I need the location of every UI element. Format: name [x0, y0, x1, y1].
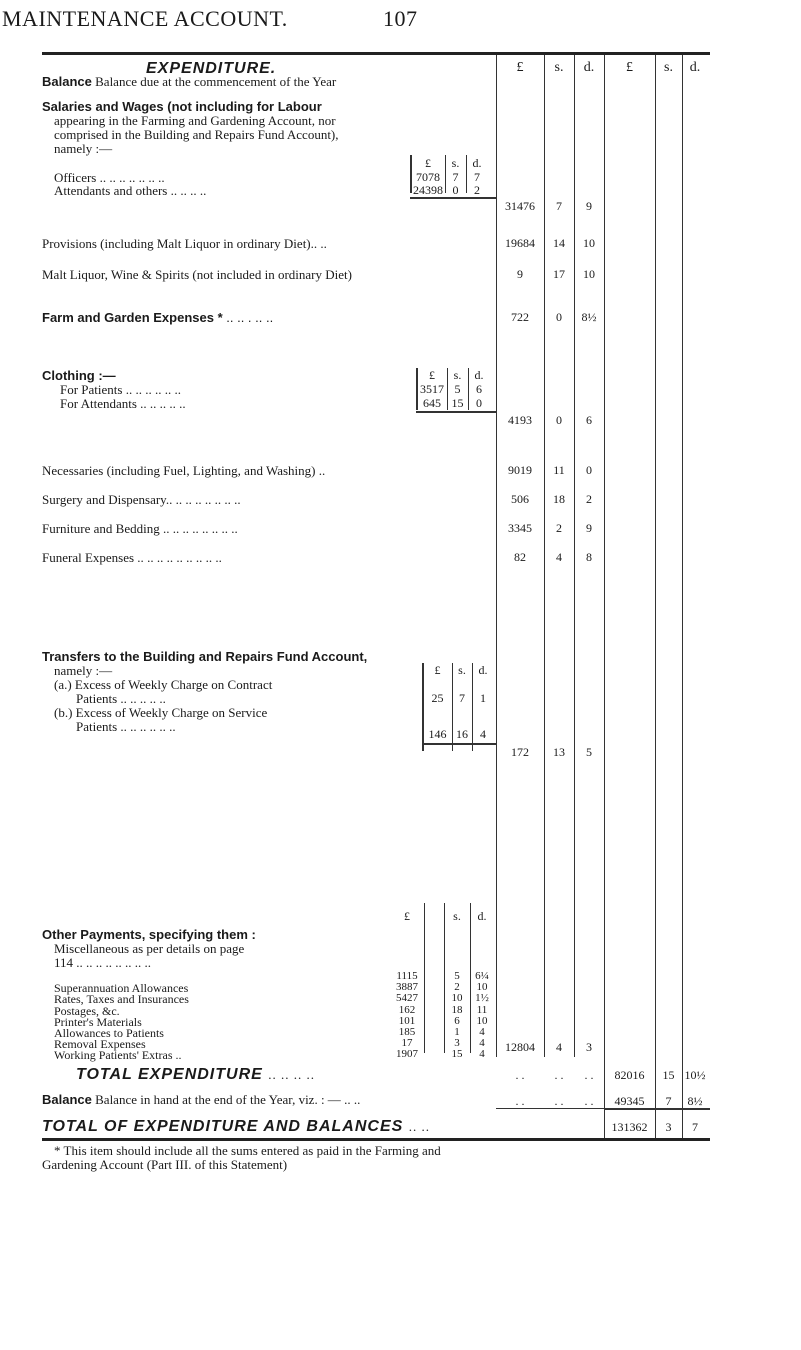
- sub-header-pounds: £: [425, 156, 431, 170]
- farm-pence: 8½: [581, 310, 597, 324]
- transfers-a-pence: 1: [480, 691, 486, 705]
- bottom-rule: [42, 1138, 710, 1141]
- other-row-pounds: 3887: [396, 981, 418, 993]
- officers-pounds: 7078: [416, 170, 440, 184]
- col-rule: [682, 1105, 683, 1138]
- clothing-attendants-shillings: 15: [451, 396, 464, 410]
- furniture-shillings: 2: [556, 521, 562, 535]
- other-row-shillings: 6: [454, 1015, 460, 1027]
- sub-header-pence: d.: [472, 156, 482, 170]
- furniture-pounds: 3345: [508, 521, 532, 535]
- transfers-b-shillings: 16: [456, 727, 468, 741]
- farm-label: Farm and Garden Expenses * .. .. . .. ..: [42, 310, 274, 325]
- other-row-pence: 10: [476, 981, 488, 993]
- clothing-label: Clothing :—: [42, 368, 116, 383]
- funeral-label: Funeral Expenses .. .. .. .. .. .. .. .. ..: [42, 550, 222, 565]
- other-row-shillings: 5: [454, 970, 460, 982]
- other-misc-line2: 114 .. .. .. .. .. .. .. ..: [54, 955, 152, 970]
- other-row-pence: 6¼: [475, 970, 489, 982]
- provisions-pounds: 19684: [505, 236, 535, 250]
- malt-pence: 10: [583, 267, 595, 281]
- funeral-pounds: 82: [514, 550, 526, 564]
- necessaries-label: Necessaries (including Fuel, Lighting, and Washing) ..: [42, 463, 326, 478]
- funeral-pence: 8: [586, 550, 592, 564]
- sub-header-shillings: s.: [451, 156, 460, 170]
- other-sub-header-pence: d.: [477, 909, 487, 923]
- sub-total-rule: [416, 411, 496, 413]
- page-number: 107: [383, 6, 418, 31]
- salaries-line1: Salaries and Wages (not including for Labour: [42, 99, 322, 114]
- clothing-patients-pounds: 3517: [420, 382, 444, 396]
- officers-shillings: 7: [452, 170, 459, 184]
- section-title: EXPENDITURE.: [146, 60, 277, 77]
- other-row-pence: 4: [479, 1037, 485, 1049]
- transfers-b-pounds: 146: [428, 727, 447, 741]
- other-row-shillings: 10: [451, 992, 463, 1004]
- other-row-label: Working Patients' Extras ..: [54, 1048, 182, 1062]
- other-row-shillings: 1: [454, 1026, 460, 1038]
- necessaries-pounds: 9019: [508, 463, 532, 477]
- transfers-a-line2: Patients .. .. .. .. ..: [76, 691, 166, 706]
- other-row-shillings: 2: [454, 981, 460, 993]
- attendants-label: Attendants and others .. .. .. ..: [54, 183, 207, 198]
- officers-label: Officers .. .. .. .. .. .. ..: [54, 170, 165, 185]
- other-total-shillings: 4: [556, 1040, 562, 1054]
- necessaries-shillings: 11: [553, 463, 565, 477]
- clothing-attendants-label: For Attendants .. .. .. .. ..: [60, 396, 186, 411]
- grand-total-pounds: 131362: [611, 1120, 648, 1134]
- placeholder-dots: . .: [515, 1094, 525, 1108]
- top-rule: [42, 52, 710, 55]
- total-expenditure-label: TOTAL EXPENDITURE .. .. .. ..: [76, 1066, 315, 1083]
- placeholder-dots: . .: [584, 1068, 594, 1082]
- col-header-pounds: £: [516, 60, 524, 75]
- transfers-sub-header-pounds: £: [434, 663, 441, 677]
- transfers-line1: Transfers to the Building and Repairs Fund Account,: [42, 649, 368, 664]
- other-row-pounds: 101: [398, 1015, 416, 1027]
- grand-total-shillings: 3: [665, 1120, 672, 1134]
- clothing-patients-pence: 6: [476, 382, 482, 396]
- other-row-label: Superannuation Allowances: [54, 981, 189, 995]
- balance-end-pence: 8½: [687, 1094, 703, 1108]
- provisions-label: Provisions (including Malt Liquor in ordinary Diet).. ..: [42, 236, 327, 251]
- clothing-total-pence: 6: [586, 413, 592, 427]
- malt-pounds: 9: [517, 267, 523, 281]
- attendants-shillings: 0: [452, 183, 459, 197]
- surgery-pence: 2: [586, 492, 592, 506]
- transfers-total-pounds: 172: [511, 745, 529, 759]
- other-row-shillings: 18: [451, 1004, 463, 1016]
- other-row-pence: 4: [479, 1026, 485, 1038]
- other-row-label: Removal Expenses: [54, 1037, 146, 1051]
- transfers-total-shillings: 13: [553, 745, 565, 759]
- sub-rule: [424, 903, 425, 1053]
- sub-total-rule: [410, 197, 496, 199]
- funeral-shillings: 4: [556, 550, 562, 564]
- col-rule: [682, 55, 683, 1105]
- other-row-label: Allowances to Patients: [54, 1026, 164, 1040]
- col-rule: [604, 55, 605, 1105]
- footnote-line1: * This item should include all the sums entered as paid in the Farming and: [54, 1143, 441, 1158]
- col-rule: [655, 1105, 656, 1138]
- col-header-pounds-2: £: [626, 60, 633, 75]
- clothing-sub-header-shillings: s.: [453, 368, 462, 382]
- clothing-patients-shillings: 5: [454, 382, 461, 396]
- clothing-total-pounds: 4193: [508, 413, 532, 427]
- other-total-pounds: 12804: [505, 1040, 535, 1054]
- other-row-pounds: 1907: [396, 1048, 418, 1060]
- clothing-sub-header-pounds: £: [429, 368, 435, 382]
- other-row-pounds: 17: [401, 1037, 413, 1049]
- transfers-total-pence: 5: [586, 745, 592, 759]
- balance-end-shillings: 7: [665, 1094, 672, 1108]
- other-row-pounds: 185: [398, 1026, 416, 1038]
- transfers-sub-header-shillings: s.: [458, 663, 466, 677]
- other-row-pounds: 162: [398, 1004, 416, 1016]
- other-row-pounds: 1115: [396, 970, 418, 982]
- grand-total-pence: 7: [692, 1120, 698, 1134]
- transfers-b-line2: Patients .. .. .. .. .. ..: [76, 719, 176, 734]
- page-header: MAINTENANCE ACCOUNT.: [2, 6, 288, 31]
- transfers-a-line1: (a.) Excess of Weekly Charge on Contract: [54, 677, 273, 692]
- salaries-line2: appearing in the Farming and Gardening Account, nor: [54, 113, 336, 128]
- surgery-pounds: 506: [511, 492, 529, 506]
- furniture-pence: 9: [586, 521, 592, 535]
- balance-rule: [496, 1108, 604, 1109]
- malt-label: Malt Liquor, Wine & Spirits (not included in ordinary Diet): [42, 267, 352, 282]
- other-sub-header-pounds: £: [404, 909, 410, 923]
- salaries-line4: namely :—: [54, 141, 113, 156]
- total-expenditure-shillings: 15: [662, 1068, 675, 1082]
- furniture-label: Furniture and Bedding .. .. .. .. .. .. .. ..: [42, 521, 238, 536]
- col-header-shillings: s.: [554, 60, 564, 75]
- other-label: Other Payments, specifying them :: [42, 927, 256, 942]
- total-expenditure-pounds: 82016: [614, 1068, 645, 1082]
- col-rule: [604, 1105, 605, 1138]
- attendants-pence: 2: [474, 183, 480, 197]
- transfers-b-pence: 4: [480, 727, 486, 741]
- transfers-a-pounds: 25: [431, 691, 444, 705]
- placeholder-dots: . .: [554, 1068, 564, 1082]
- clothing-sub-header-pence: d.: [474, 368, 484, 382]
- col-header-pence-2: d.: [689, 60, 701, 75]
- grand-total-rule: [604, 1108, 710, 1110]
- other-row-shillings: 15: [451, 1048, 463, 1060]
- col-rule: [655, 55, 656, 1105]
- other-row-pounds: 5427: [396, 992, 418, 1004]
- salaries-total-shillings: 7: [556, 199, 562, 213]
- surgery-label: Surgery and Dispensary.. .. .. .. .. .. .. ..: [42, 492, 241, 507]
- transfers-b-line1: (b.) Excess of Weekly Charge on Service: [54, 705, 268, 720]
- clothing-patients-label: For Patients .. .. .. .. .. ..: [60, 382, 181, 397]
- attendants-pounds: 24398: [413, 183, 443, 197]
- transfers-a-shillings: 7: [459, 691, 465, 705]
- balance-end-label: Balance Balance in hand at the end of the Year, viz. : — .. ..: [42, 1092, 361, 1107]
- placeholder-dots: . .: [515, 1068, 525, 1082]
- salaries-total-pence: 9: [586, 199, 592, 213]
- clothing-total-shillings: 0: [556, 413, 562, 427]
- footnote-line2: Gardening Account (Part III. of this Statement): [42, 1157, 288, 1172]
- balance-end-pounds: 49345: [614, 1094, 645, 1108]
- salaries-line3: comprised in the Building and Repairs Fund Account),: [54, 127, 339, 142]
- col-header-pence: d.: [583, 60, 595, 75]
- other-row-label: Rates, Taxes and Insurances: [54, 992, 189, 1006]
- placeholder-dots: . .: [554, 1094, 564, 1108]
- other-row-pence: 11: [476, 1004, 488, 1016]
- provisions-shillings: 14: [553, 236, 565, 250]
- other-row-shillings: 3: [454, 1037, 460, 1049]
- surgery-shillings: 18: [553, 492, 565, 506]
- transfers-line2: namely :—: [54, 663, 113, 678]
- clothing-attendants-pounds: 645: [423, 396, 441, 410]
- grand-total-label: TOTAL OF EXPENDITURE AND BALANCES .. ..: [42, 1118, 431, 1135]
- officers-pence: 7: [474, 170, 480, 184]
- farm-pounds: 722: [511, 310, 529, 324]
- other-row-pence: 4: [479, 1048, 485, 1060]
- malt-shillings: 17: [553, 267, 565, 281]
- other-misc-line1: Miscellaneous as per details on page: [54, 941, 245, 956]
- balance-start-label: Balance Balance due at the commencement of the Year: [42, 74, 337, 89]
- sub-total-rule: [422, 743, 496, 745]
- total-expenditure-pence: 10½: [684, 1068, 706, 1082]
- farm-shillings: 0: [556, 310, 562, 324]
- other-sub-header-shillings: s.: [453, 909, 461, 923]
- other-row-label: Postages, &c.: [54, 1004, 120, 1018]
- clothing-attendants-pence: 0: [476, 396, 482, 410]
- col-header-shillings-2: s.: [664, 60, 673, 75]
- salaries-total-pounds: 31476: [505, 199, 535, 213]
- placeholder-dots: . .: [584, 1094, 594, 1108]
- other-total-pence: 3: [586, 1040, 592, 1054]
- necessaries-pence: 0: [586, 463, 592, 477]
- other-row-pence: 10: [476, 1015, 488, 1027]
- other-row-pence: 1½: [475, 992, 489, 1004]
- other-row-label: Printer's Materials: [54, 1015, 142, 1029]
- transfers-sub-header-pence: d.: [478, 663, 488, 677]
- provisions-pence: 10: [583, 236, 595, 250]
